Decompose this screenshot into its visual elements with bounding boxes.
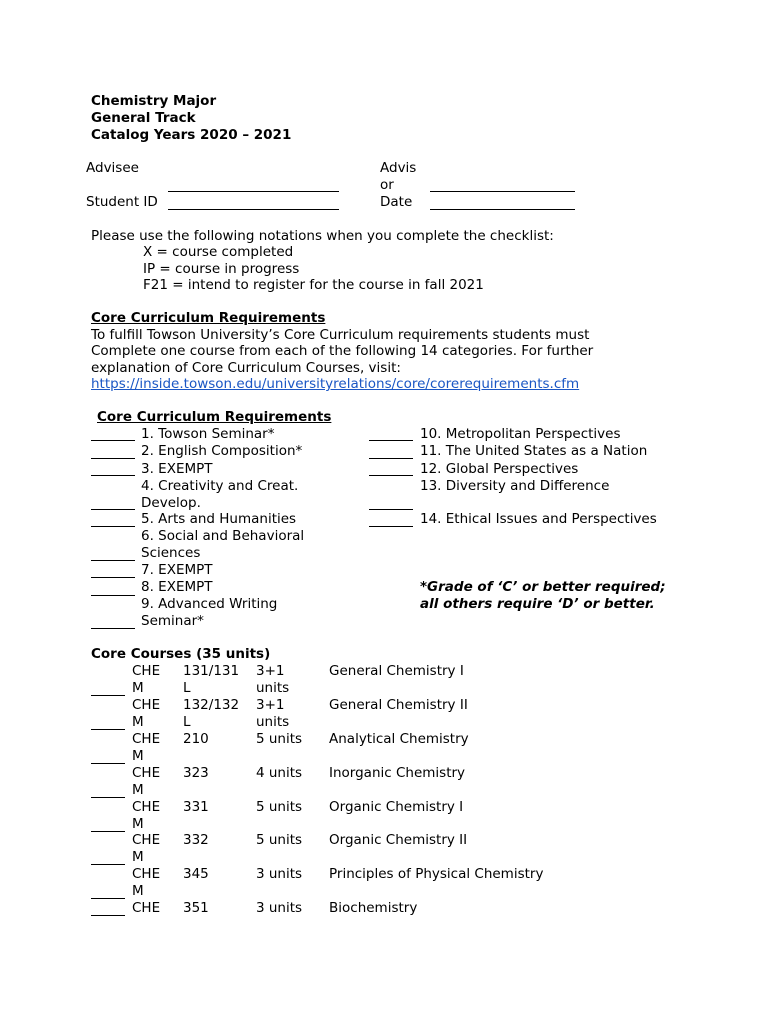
checkbox-line-core-7[interactable] xyxy=(91,577,135,578)
core-item-8: 8. EXEMPT xyxy=(141,579,213,595)
course-title: Organic Chemistry II xyxy=(329,832,468,848)
course-checkbox-line[interactable] xyxy=(91,729,125,730)
advisee-field[interactable] xyxy=(168,191,339,192)
course-checkbox-line[interactable] xyxy=(91,898,125,899)
checkbox-line-core-14[interactable] xyxy=(369,526,413,527)
course-dept: CHE xyxy=(132,697,161,713)
date-label: Date xyxy=(380,194,413,210)
course-number: 351 xyxy=(183,900,209,916)
course-units-cont: units xyxy=(256,680,290,696)
course-dept: CHE xyxy=(132,799,161,815)
checkbox-line-core-6[interactable] xyxy=(91,560,135,561)
core-item-6: 6. Social and Behavioral xyxy=(141,528,305,544)
course-number: 323 xyxy=(183,765,209,781)
core-item-14: 14. Ethical Issues and Perspectives xyxy=(420,511,657,527)
checkbox-line-core-12[interactable] xyxy=(369,475,413,476)
course-checkbox-line[interactable] xyxy=(91,695,125,696)
course-units: 3 units xyxy=(256,866,303,882)
core-item-7: 7. EXEMPT xyxy=(141,562,213,578)
checkbox-line-core-2[interactable] xyxy=(91,458,135,459)
course-dept: CHE xyxy=(132,663,161,679)
checkbox-line-core-5[interactable] xyxy=(91,526,135,527)
core-item-6-cont: Sciences xyxy=(141,545,201,561)
course-number-cont: L xyxy=(183,714,191,730)
student-id-label: Student ID xyxy=(86,194,158,210)
course-dept-cont: M xyxy=(132,883,144,899)
course-title: Organic Chemistry I xyxy=(329,799,464,815)
checkbox-line-core-1[interactable] xyxy=(91,440,135,441)
title-major: Chemistry Major xyxy=(91,93,217,109)
course-number: 345 xyxy=(183,866,209,882)
notation-completed: X = course completed xyxy=(143,244,294,260)
checkbox-line-core-9[interactable] xyxy=(91,628,135,629)
advisor-field[interactable] xyxy=(430,191,575,192)
student-id-field[interactable] xyxy=(168,209,339,210)
course-checkbox-line[interactable] xyxy=(91,915,125,916)
core-intro-heading: Core Curriculum Requirements xyxy=(91,310,326,326)
advisor-label-part2: or xyxy=(380,177,394,193)
title-catalog-years: Catalog Years 2020 – 2021 xyxy=(91,127,292,143)
advisor-label-part1: Advis xyxy=(380,160,417,176)
core-item-9-cont: Seminar* xyxy=(141,613,204,629)
grade-note-line-2: all others require ‘D’ or better. xyxy=(420,596,655,612)
core-item-12: 12. Global Perspectives xyxy=(420,461,579,477)
checkbox-line-core-4[interactable] xyxy=(91,509,135,510)
course-units: 4 units xyxy=(256,765,303,781)
core-item-2: 2. English Composition* xyxy=(141,443,303,459)
checkbox-line-core-11[interactable] xyxy=(369,458,413,459)
course-checkbox-line[interactable] xyxy=(91,797,125,798)
course-title: General Chemistry II xyxy=(329,697,468,713)
course-dept: CHE xyxy=(132,731,161,747)
core-intro-line-1: To fulfill Towson University’s Core Curriculum requirements students must xyxy=(91,327,590,343)
checkbox-line-core-8[interactable] xyxy=(91,595,135,596)
advisee-label: Advisee xyxy=(86,160,139,176)
core-item-4: 4. Creativity and Creat. xyxy=(141,478,299,494)
notation-f21: F21 = intend to register for the course in fall 2021 xyxy=(143,277,484,293)
notation-in-progress: IP = course in progress xyxy=(143,261,300,277)
course-number: 210 xyxy=(183,731,209,747)
course-checkbox-line[interactable] xyxy=(91,831,125,832)
core-courses-heading: Core Courses (35 units) xyxy=(91,646,271,662)
core-item-1: 1. Towson Seminar* xyxy=(141,426,275,442)
course-title: General Chemistry I xyxy=(329,663,464,679)
core-intro-line-2: Complete one course from each of the following 14 categories. For further xyxy=(91,343,594,359)
title-track: General Track xyxy=(91,110,196,126)
course-dept-cont: M xyxy=(132,816,144,832)
date-field[interactable] xyxy=(430,209,575,210)
course-title: Biochemistry xyxy=(329,900,418,916)
checkbox-line-core-13[interactable] xyxy=(369,509,413,510)
course-number-cont: L xyxy=(183,680,191,696)
core-list-heading: Core Curriculum Requirements xyxy=(97,409,332,425)
core-item-10: 10. Metropolitan Perspectives xyxy=(420,426,621,442)
course-units: 3+1 xyxy=(256,697,285,713)
course-units: 3 units xyxy=(256,900,303,916)
course-units: 3+1 xyxy=(256,663,285,679)
course-units: 5 units xyxy=(256,731,303,747)
core-item-4-cont: Develop. xyxy=(141,495,201,511)
course-dept-cont: M xyxy=(132,849,144,865)
course-number: 332 xyxy=(183,832,209,848)
course-dept-cont: M xyxy=(132,748,144,764)
course-dept: CHE xyxy=(132,832,161,848)
course-checkbox-line[interactable] xyxy=(91,763,125,764)
core-item-11: 11. The United States as a Nation xyxy=(420,443,648,459)
checkbox-line-core-3[interactable] xyxy=(91,475,135,476)
course-number: 331 xyxy=(183,799,209,815)
course-dept: CHE xyxy=(132,765,161,781)
notations-intro: Please use the following notations when you complete the checklist: xyxy=(91,228,554,244)
core-item-5: 5. Arts and Humanities xyxy=(141,511,297,527)
core-requirements-link[interactable]: https://inside.towson.edu/universityrelations/core/corerequirements.cfm xyxy=(91,376,580,392)
course-units: 5 units xyxy=(256,832,303,848)
course-title: Analytical Chemistry xyxy=(329,731,469,747)
core-item-9: 9. Advanced Writing xyxy=(141,596,278,612)
grade-note-line-1: *Grade of ‘C’ or better required; xyxy=(420,579,666,595)
core-item-13: 13. Diversity and Difference xyxy=(420,478,610,494)
course-dept: CHE xyxy=(132,866,161,882)
course-units: 5 units xyxy=(256,799,303,815)
course-dept: CHE xyxy=(132,900,161,916)
course-number: 132/132 xyxy=(183,697,240,713)
core-item-3: 3. EXEMPT xyxy=(141,461,213,477)
course-dept-cont: M xyxy=(132,782,144,798)
course-title: Principles of Physical Chemistry xyxy=(329,866,544,882)
course-title: Inorganic Chemistry xyxy=(329,765,466,781)
course-dept-cont: M xyxy=(132,714,144,730)
core-intro-line-3: explanation of Core Curriculum Courses, visit: xyxy=(91,360,401,376)
checkbox-line-core-10[interactable] xyxy=(369,440,413,441)
course-dept-cont: M xyxy=(132,680,144,696)
course-checkbox-line[interactable] xyxy=(91,864,125,865)
course-number: 131/131 xyxy=(183,663,240,679)
course-units-cont: units xyxy=(256,714,290,730)
